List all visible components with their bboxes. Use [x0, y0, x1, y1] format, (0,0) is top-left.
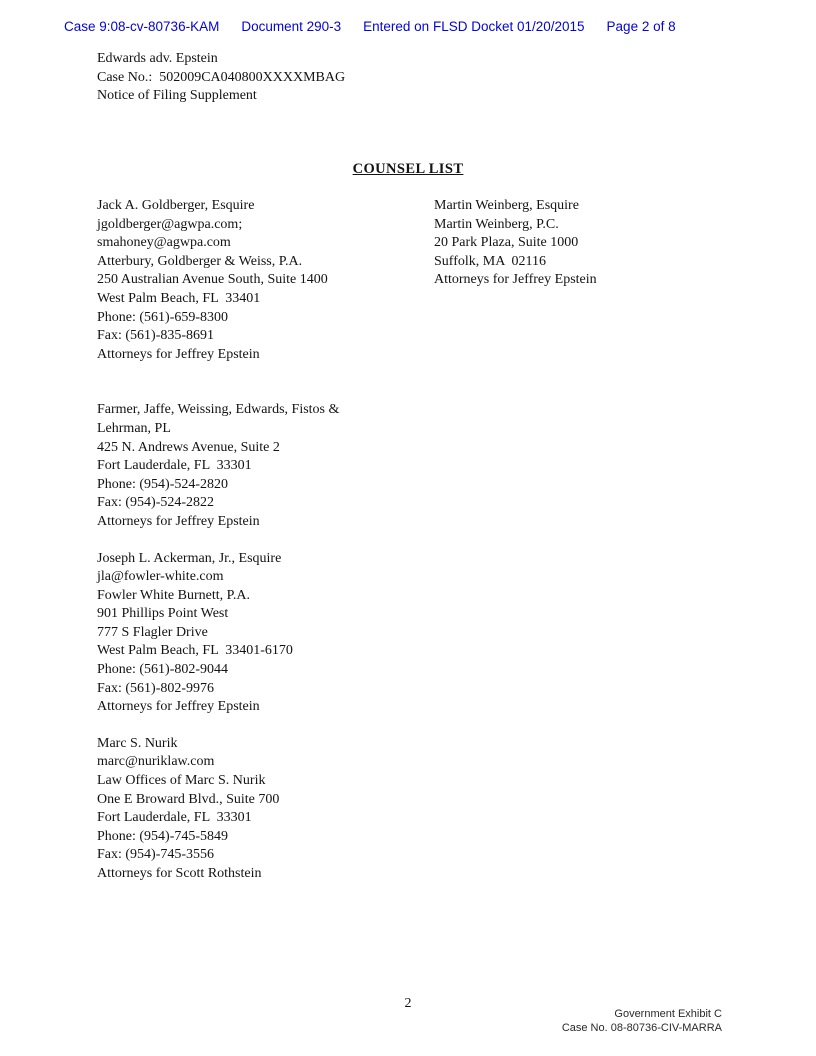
counsel-line: jgoldberger@agwpa.com; — [97, 216, 243, 232]
counsel-line: Fort Lauderdale, FL 33301 — [97, 810, 252, 826]
counsel-line: Fax: (954)-745-3556 — [97, 847, 215, 863]
counsel-entry — [97, 735, 427, 884]
counsel-line: One E Broward Blvd., Suite 700 — [97, 791, 280, 807]
caption-line: Notice of Filing Supplement — [97, 88, 257, 104]
docket-stamp — [64, 19, 676, 34]
counsel-line: Attorneys for Jeffrey Epstein — [97, 513, 260, 529]
counsel-entry — [97, 197, 427, 364]
counsel-line: West Palm Beach, FL 33401-6170 — [97, 643, 293, 659]
counsel-line: 425 N. Andrews Avenue, Suite 2 — [97, 439, 280, 455]
counsel-line: Law Offices of Marc S. Nurik — [97, 773, 266, 789]
counsel-line: smahoney@agwpa.com — [97, 235, 231, 251]
counsel-line: Fort Lauderdale, FL 33301 — [97, 458, 252, 474]
counsel-line: marc@nuriklaw.com — [97, 754, 215, 770]
docket-stamp-segment: Case 9:08-cv-80736-KAM — [64, 19, 220, 34]
page-number: 2 — [404, 996, 412, 1011]
case-caption — [97, 50, 345, 106]
counsel-line: Fax: (561)-835-8691 — [97, 328, 215, 344]
counsel-line: Atterbury, Goldberger & Weiss, P.A. — [97, 253, 303, 269]
counsel-entry — [434, 197, 734, 290]
counsel-line: Phone: (954)-524-2820 — [97, 476, 229, 492]
counsel-line: 250 Australian Avenue South, Suite 1400 — [97, 272, 328, 288]
counsel-column-right — [434, 197, 734, 308]
counsel-line: West Palm Beach, FL 33401 — [97, 290, 261, 306]
docket-stamp-segment: Entered on FLSD Docket 01/20/2015 — [363, 19, 585, 34]
counsel-line: Attorneys for Jeffrey Epstein — [97, 699, 260, 715]
counsel-entry — [97, 401, 427, 531]
counsel-line: Marc S. Nurik — [97, 735, 178, 751]
counsel-line: Phone: (561)-802-9044 — [97, 662, 229, 678]
caption-line: Case No.: 502009CA040800XXXXMBAG — [97, 69, 346, 85]
counsel-line: Martin Weinberg, Esquire — [434, 198, 579, 213]
counsel-line: Attorneys for Jeffrey Epstein — [97, 346, 260, 362]
counsel-list-title: COUNSEL LIST — [352, 161, 464, 177]
counsel-line: Attorneys for Jeffrey Epstein — [434, 272, 597, 288]
counsel-line: Lehrman, PL — [97, 420, 171, 436]
counsel-line: 20 Park Plaza, Suite 1000 — [434, 235, 579, 251]
counsel-line: 777 S Flagler Drive — [97, 624, 208, 640]
counsel-line: Jack A. Goldberger, Esquire — [97, 198, 255, 213]
counsel-line: Attorneys for Scott Rothstein — [97, 866, 262, 881]
counsel-line: Farmer, Jaffe, Weissing, Edwards, Fistos & — [97, 402, 340, 418]
docket-stamp-segment: Document 290-3 — [241, 19, 342, 34]
caption-line: Edwards adv. Epstein — [97, 51, 218, 66]
counsel-line: Fax: (954)-524-2822 — [97, 495, 215, 511]
counsel-column-left — [97, 197, 427, 902]
counsel-line: Fowler White Burnett, P.A. — [97, 587, 250, 603]
counsel-line: Martin Weinberg, P.C. — [434, 216, 559, 232]
counsel-line: jla@fowler-white.com — [97, 569, 224, 585]
exhibit-stamp — [562, 1007, 722, 1035]
counsel-line: Fax: (561)-802-9976 — [97, 680, 215, 696]
exhibit-stamp-line: Case No. 08-80736-CIV-MARRA — [561, 1022, 722, 1034]
counsel-line: Phone: (561)-659-8300 — [97, 309, 229, 325]
counsel-line: Joseph L. Ackerman, Jr., Esquire — [97, 550, 282, 566]
counsel-line: Suffolk, MA 02116 — [434, 253, 547, 269]
exhibit-stamp-line: Government Exhibit C — [614, 1008, 722, 1020]
docket-stamp-segment: Page 2 of 8 — [606, 19, 676, 34]
counsel-line: 901 Phillips Point West — [97, 606, 229, 622]
counsel-line: Phone: (954)-745-5849 — [97, 828, 229, 844]
counsel-entry — [97, 550, 427, 717]
